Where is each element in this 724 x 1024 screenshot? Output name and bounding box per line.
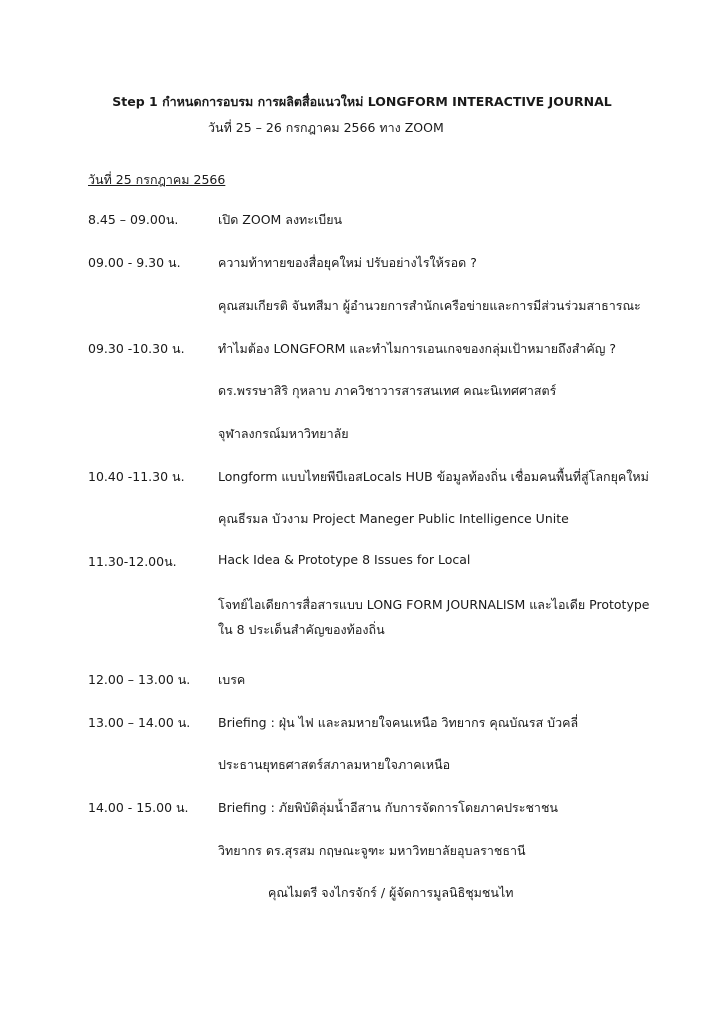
- schedule-line-6-0: Briefing : ฝุ่น ไฟ และลมหายใจคนเหนือ วิทยากร คุณบัณรส บัวคลี่: [218, 715, 579, 730]
- schedule-line-7-2: คุณไมตรี จงไกรจักร์ / ผู้จัดการมูลนิธิชุมชนไท: [268, 885, 514, 900]
- schedule-time-2: 09.30 -10.30 น.: [88, 341, 185, 356]
- schedule-line-4-2: ใน 8 ประเด็นสำคัญของท้องถิ่น: [218, 622, 385, 637]
- document-subtitle: วันที่ 25 – 26 กรกฎาคม 2566 ทาง ZOOM: [208, 120, 444, 135]
- schedule-line-2-1: ดร.พรรษาสิริ กุหลาบ ภาควิชาวารสารสนเทศ คณะนิเทศศาสตร์: [218, 383, 557, 398]
- schedule-line-4-0: Hack Idea & Prototype 8 Issues for Local: [218, 552, 471, 567]
- schedule-line-0-0: เปิด ZOOM ลงทะเบียน: [218, 212, 343, 227]
- schedule-time-5: 12.00 – 13.00 น.: [88, 672, 191, 687]
- schedule-line-1-0: ความท้าทายของสื่อยุคใหม่ ปรับอย่างไรให้รอด ?: [218, 255, 477, 270]
- schedule-time-7: 14.00 - 15.00 น.: [88, 800, 189, 815]
- schedule-line-6-1: ประธานยุทธศาสตร์สภาลมหายใจภาคเหนือ: [218, 757, 451, 772]
- day-heading: วันที่ 25 กรกฎาคม 2566: [88, 172, 226, 187]
- schedule-line-7-1: วิทยากร ดร.สุรสม กฤษณะจูฑะ มหาวิทยาลัยอุบลราชธานี: [218, 843, 526, 858]
- schedule-time-6: 13.00 – 14.00 น.: [88, 715, 191, 730]
- schedule-line-4-1: โจทย์ไอเดียการสื่อสารแบบ LONG FORM JOURNALISM และไอเดีย Prototype: [218, 597, 650, 612]
- schedule-time-4: 11.30-12.00น.: [88, 554, 177, 569]
- schedule-line-1-1: คุณสมเกียรติ จันทสีมา ผู้อำนวยการสำนักเครือข่ายและการมีส่วนร่วมสาธารณะ: [218, 298, 641, 313]
- document-title: Step 1 กำหนดการอบรม การผลิตสื่อแนวใหม่ LONGFORM INTERACTIVE JOURNAL: [112, 94, 612, 109]
- schedule-time-0: 8.45 – 09.00น.: [88, 212, 179, 227]
- schedule-line-2-2: จุฬาลงกรณ์มหาวิทยาลัย: [218, 426, 349, 441]
- schedule-line-3-1: คุณธีรมล บัวงาม Project Maneger Public Intelligence Unite: [218, 511, 569, 526]
- schedule-line-5-0: เบรค: [218, 672, 246, 687]
- schedule-line-3-0: Longform แบบไทยพีบีเอสLocals HUB ข้อมูลท้องถิ่น เชื่อมคนพื้นที่สู่โลกยุคใหม่: [218, 469, 649, 484]
- schedule-time-1: 09.00 - 9.30 น.: [88, 255, 181, 270]
- schedule-line-7-0: Briefing : ภัยพิบัติลุ่มน้ำอีสาน กับการจัดการโดยภาคประชาชน: [218, 800, 558, 815]
- schedule-time-3: 10.40 -11.30 น.: [88, 469, 185, 484]
- schedule-line-2-0: ทำไมต้อง LONGFORM และทำไมการเอนเกจของกลุ่มเป้าหมายถึงสำคัญ ?: [218, 341, 616, 356]
